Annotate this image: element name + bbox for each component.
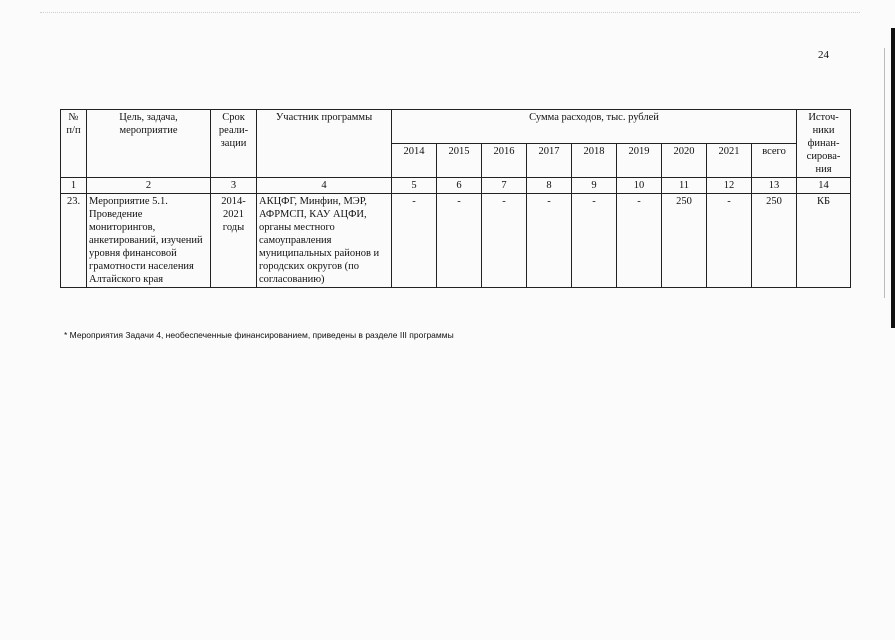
- index-cell: 3: [211, 178, 257, 194]
- scan-artifact-line: [40, 12, 860, 14]
- row-value-2016: -: [482, 194, 527, 288]
- row-value-2015: -: [437, 194, 482, 288]
- header-year: 2020: [662, 144, 707, 178]
- scan-edge-shadow: [891, 28, 895, 328]
- index-cell: 4: [257, 178, 392, 194]
- row-value-2018: -: [572, 194, 617, 288]
- index-cell: 11: [662, 178, 707, 194]
- index-cell: 5: [392, 178, 437, 194]
- scan-edge-line: [884, 48, 885, 298]
- row-value-2020: 250: [662, 194, 707, 288]
- row-value-2017: -: [527, 194, 572, 288]
- index-cell: 6: [437, 178, 482, 194]
- row-num: 23.: [61, 194, 87, 288]
- header-year: 2019: [617, 144, 662, 178]
- header-year: 2021: [707, 144, 752, 178]
- header-sum: Сумма расходов, тыс. рублей: [392, 110, 797, 144]
- index-cell: 13: [752, 178, 797, 194]
- index-cell: 10: [617, 178, 662, 194]
- expenses-table: [60, 109, 851, 288]
- table-row: [61, 194, 851, 288]
- row-value-total: 250: [752, 194, 797, 288]
- index-cell: 2: [87, 178, 211, 194]
- header-year: 2016: [482, 144, 527, 178]
- header-row: [61, 110, 851, 144]
- page-number: 24: [818, 49, 829, 61]
- header-total: всего: [752, 144, 797, 178]
- row-source: КБ: [797, 194, 851, 288]
- header-participant: Участник программы: [257, 110, 392, 178]
- index-cell: 1: [61, 178, 87, 194]
- header-num: № п/п: [61, 110, 87, 178]
- row-value-2021: -: [707, 194, 752, 288]
- row-value-2014: -: [392, 194, 437, 288]
- header-source: Источ-ники финан-сирова-ния: [797, 110, 851, 178]
- header-term: Срок реали-зации: [211, 110, 257, 178]
- index-cell: 8: [527, 178, 572, 194]
- index-cell: 14: [797, 178, 851, 194]
- header-year: 2014: [392, 144, 437, 178]
- row-term: 2014-2021 годы: [211, 194, 257, 288]
- header-goal: Цель, задача, мероприятие: [87, 110, 211, 178]
- header-year: 2015: [437, 144, 482, 178]
- row-value-2019: -: [617, 194, 662, 288]
- footnote: * Мероприятия Задачи 4, необеспеченные финансированием, приведены в разделе III программы: [64, 330, 454, 340]
- index-cell: 7: [482, 178, 527, 194]
- index-row: [61, 178, 851, 194]
- row-participant: АКЦФГ, Минфин, МЭР, АФРМСП, КАУ АЦФИ, органы местного самоуправления муниципальных районов и городских округов (по согласованию): [257, 194, 392, 288]
- header-year: 2018: [572, 144, 617, 178]
- index-cell: 12: [707, 178, 752, 194]
- header-year: 2017: [527, 144, 572, 178]
- index-cell: 9: [572, 178, 617, 194]
- row-activity: Мероприятие 5.1. Проведение мониторингов, анкетирований, изучений уровня финансовой грамотности населения Алтайского края: [87, 194, 211, 288]
